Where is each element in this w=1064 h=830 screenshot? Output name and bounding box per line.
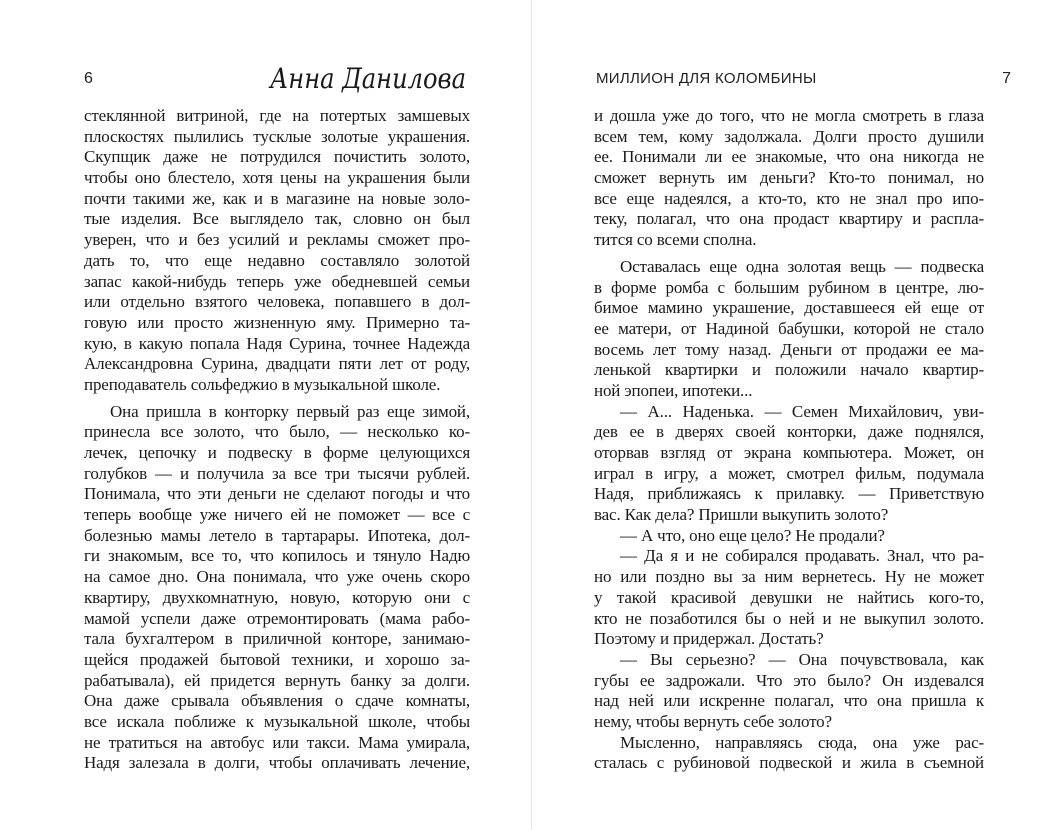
text-line: Надя залезала в долги, чтобы оплачивать лечение, [84,753,470,773]
text-line: щейся продажей бытовой техники, и хорошо за- [84,649,470,669]
text-line: плоскостях пылились тусклые золотые украшения. [84,126,470,146]
text-line: восемь лет тому назад. Деньги от продажи ее ма- [594,339,984,359]
text-line: в форме ромба с большим рубином в центре, лю- [594,277,984,297]
text-line: рабатывала), ей придется вернуть банку за долги. [84,670,470,690]
text-line: тится со всеми сполна. [594,230,757,250]
author-signature-text: Анна Данилова [268,62,466,95]
text-line: Надя, приближаясь к прилавку. — Приветствую [594,484,984,504]
text-line: оторвав взгляд от экрана компьютера. Может, он [594,443,984,462]
text-line: не тратиться на автобус или такси. Мама умирала, [84,732,470,752]
text-line: вас. Как дела? Пришли выкупить золото? [594,505,889,525]
text-line: всем тем, кому задолжала. Долги просто душили [594,126,984,146]
text-line: сталась с рубиновой подвеской и жила в съемной [594,753,984,773]
text-line: запас какой-нибудь теперь уже обедневшей семьи [84,271,470,291]
text-line: Поэтому и придержал. Достать? [594,629,824,649]
text-line: — А что, оно еще цело? Не продали? [620,525,885,545]
right-page [532,0,1064,830]
text-line: — А... Наденька. — Семен Михайлович, уви- [620,401,984,421]
text-line: бимое мамино украшение, доставшееся ей еще от [594,298,984,318]
text-line: теперь вообще уже ничего ей не поможет — все с [84,505,470,525]
text-line: ее матери, от Надиной бабушки, которой не стало [594,318,984,338]
text-line: сможет вернуть им деньги? Кто-то понимал, но [594,168,984,188]
text-line: — Да я и не собирался продавать. Знал, что ра- [620,546,984,566]
text-line: кто не позаботился бы о ней и не выкупил золото. [594,608,984,628]
text-line: стеклянной витриной, где на потертых замшевых [84,106,470,125]
text-line: дев ее в дверях своей конторки, даже поднялся, [594,422,984,442]
text-line: Она пришла в конторку первый раз еще зимой, [110,401,470,421]
text-line: — Вы серьезно? — Она почувствовала, как [620,649,984,669]
text-line: говую или просто жизненную яму. Примерно та- [84,312,470,332]
text-line: дать то, что еще недавно составляло золотой [84,250,470,270]
text-line: ее. Понимали ли ее знакомые, что она никогда не [594,147,984,167]
text-line: Мысленно, направляясь сюда, она уже рас- [620,732,984,752]
text-line: квартиру, двухкомнатную, новую, которую они с [84,587,470,607]
text-line: все еще надеялся, а кто-то, кто не знал про ипо- [594,188,984,208]
text-line: над ней или искренне полагал, что она пришла к [594,691,984,711]
page-number: 7 [1002,70,1011,87]
text-line: Понимала, что эти деньги не сделают погоды и что [84,484,470,504]
text-line: Она даже срывала объявления о сдаче комнаты, [84,691,470,711]
text-line: губы ее задрожали. Что это было? Он издевался [594,670,984,690]
text-line: мамой успели даже отремонтировать (мама рабо- [84,608,470,628]
text-line: Александровна Сурина, двадцати пяти лет от роду, [84,354,470,374]
text-line: на самое дно. Она понимала, что уже очень скоро [84,567,470,587]
text-line: ленькой квартирки и положили начало квартир- [594,360,984,380]
text-line: у такой красивой девушки не найтись кого-то, [594,587,984,607]
text-line: все искала поближе к музыкальной школе, чтобы [84,711,470,731]
text-line: Оставалась еще одна золотая вещь — подвеска [620,256,984,276]
text-line: но или поздно вы за ним вернетесь. Ну не может [594,567,984,587]
text-line: нему, чтобы вернуть себе золото? [594,711,832,731]
text-line: ги знакомым, все то, что копилось и тянуло Надю [84,546,470,566]
text-line: кую, в какую попала Надя Сурина, точнее Надежда [84,333,470,353]
author-signature-logo [270,58,470,98]
running-head: МИЛЛИОН ДЛЯ КОЛОМБИНЫ [596,70,817,87]
text-line: чтобы оно блестело, хотя цены на украшения были [84,168,470,188]
text-line: лечек, цепочку и подвеску в форме целующихся [84,443,470,462]
body-text [594,106,984,774]
text-line: играл в игру, а может, смотрел фильм, подумала [594,463,984,483]
text-line: тые изделия. Все выглядело так, словно он был [84,209,470,229]
text-line: ной эпопеи, ипотеки... [594,380,753,400]
body-text [84,106,470,774]
text-line: голубков — и получила за все три тысячи рублей. [84,463,470,483]
text-line: почти такими же, как и в магазине на новые золо- [84,188,470,208]
text-line: теку, полагал, что она продаст квартиру и распла- [594,209,984,229]
text-line: болезнью мамы летело в тартарары. Ипотека, дол- [84,525,470,545]
page-number: 6 [84,70,93,87]
text-line: и дошла уже до того, что не могла смотреть в глаза [594,106,984,125]
text-line: Скупщик даже не потрудился почистить золото, [84,147,470,167]
text-line: уверен, что и без усилий и рекламы сможет про- [84,230,470,250]
text-line: или отдельно взятого человека, попавшего в дол- [84,292,470,312]
text-line: принесла все золото, что было, — несколько ко- [84,422,470,442]
text-line: тала бухгалтером в приличной конторе, занимаю- [84,629,470,649]
text-line: преподаватель сольфеджио в музыкальной школе. [84,374,441,394]
